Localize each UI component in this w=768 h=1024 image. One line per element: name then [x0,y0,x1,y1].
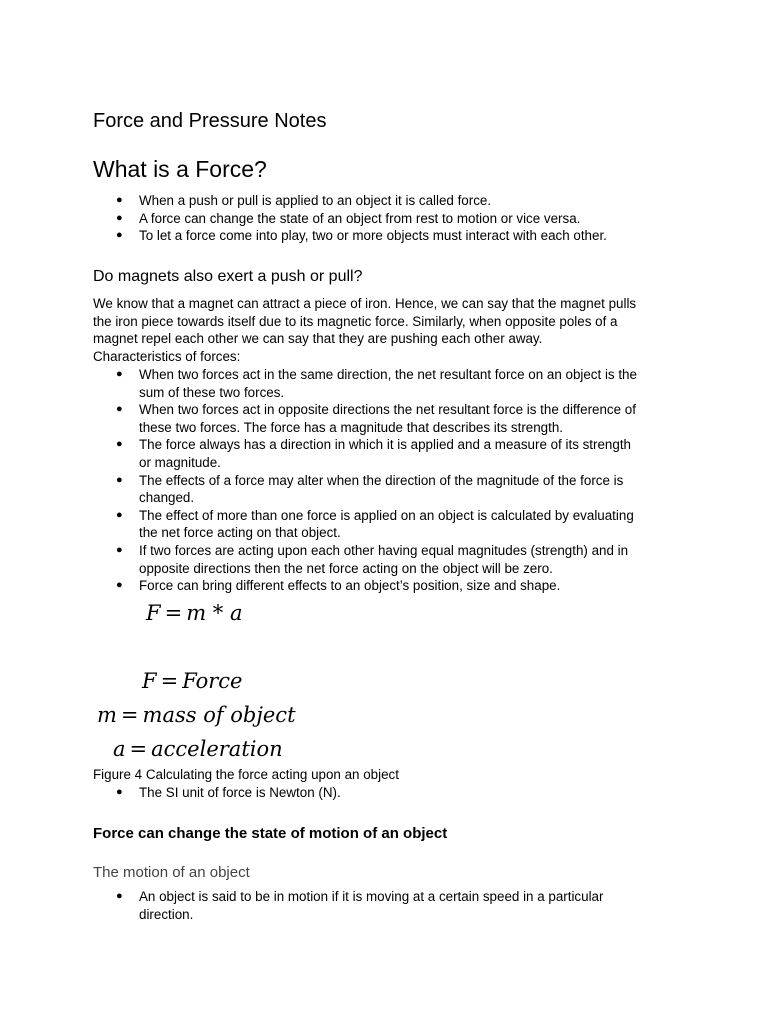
list-item-text: direction. [139,906,194,922]
bullet-icon: ● [116,508,123,521]
list-item-text: or magnitude. [139,454,221,470]
list-item-text: The effect of more than one force is applied on an object is calculated by evaluating [139,507,634,523]
paragraph-line: magnet repel each other we can say that they are pushing each other away. [93,331,543,347]
list-item [0,192,607,210]
definition-meaning: Force [182,669,243,693]
definition-equals: = [160,669,179,693]
list-item [0,401,637,436]
definition-equals: = [120,703,139,727]
motion-list [0,888,603,923]
bullet-icon: ● [116,543,123,556]
list-item-text: the net force acting on that object. [139,525,341,541]
list-item-text: The SI unit of force is Newton (N). [139,785,341,800]
paragraph-line: We know that a magnet can attract a piece of iron. Hence, we can say that the magnet pulls [93,296,637,311]
list-item-text: A force can change the state of an object from rest to motion or vice versa. [139,210,581,226]
list-item [0,366,637,401]
bullet-icon: ● [116,229,123,242]
list-item-text: To let a force come into play, two or more objects must interact with each other. [139,228,607,244]
bullet-icon: ● [116,786,123,798]
section-heading-magnets: Do magnets also exert a push or pull? [93,268,363,285]
list-item-text: When two forces act in the same direction, the net resultant force on an object is the [139,367,637,382]
formula-equals: = [164,601,183,625]
list-item-text: The effects of a force may alter when the direction of the magnitude of the force is [139,472,624,488]
figure-caption: Figure 4 Calculating the force acting upon an object [93,767,399,782]
bullet-icon: ● [116,579,123,592]
formula-lhs: F [146,601,161,625]
list-item-text: The force always has a direction in which it is applied and a measure of its strength [139,437,631,453]
list-item [0,888,603,923]
list-item-text: When two forces act in opposite directions the net resultant force is the difference of [139,402,636,418]
definition-equals: = [129,737,148,761]
list-item [0,210,607,228]
list-item-text: When a push or pull is applied to an object it is called force. [139,193,492,208]
paragraph-line: the iron piece towards itself due to its magnetic force. Similarly, when opposite poles of a [93,313,618,329]
characteristics-label: Characteristics of forces: [93,348,241,364]
document-title: Force and Pressure Notes [93,110,327,132]
definition-meaning: mass of object [142,703,296,727]
definition-acceleration [113,736,283,762]
definition-symbol: F [142,669,157,693]
force-formula [146,600,242,626]
definition-symbol: a [113,737,126,761]
list-item [0,577,637,595]
bullet-icon: ● [116,473,123,486]
list-item-text: these two forces. The force has a magnitude that describes its strength. [139,419,564,435]
definition-meaning: acceleration [151,737,283,761]
section-heading-what-is-force: What is a Force? [93,156,267,182]
definition-force [142,668,242,694]
list-item [0,227,607,245]
list-item-text: changed. [139,490,195,506]
magnets-paragraph [93,295,673,365]
bullet-icon: ● [116,368,123,380]
bullet-icon: ● [116,403,123,416]
bullet-icon: ● [116,438,123,451]
definition-mass [97,702,296,728]
list-item-text: If two forces are acting upon each other having equal magnitudes (strength) and in [139,542,629,558]
bullet-icon: ● [116,890,123,902]
list-item-text: opposite directions then the net force acting on the object will be zero. [139,560,553,576]
list-item [0,472,637,507]
list-item [0,542,637,577]
list-item [0,784,341,802]
section-heading-state-of-motion: Force can change the state of motion of an object [93,825,448,842]
what-is-force-list [0,192,607,245]
bullet-icon: ● [116,194,123,206]
si-unit-list [0,784,341,802]
list-item [0,436,637,471]
list-item-text: An object is said to be in motion if it is moving at a certain speed in a particular [139,889,604,904]
subheading-motion-of-object: The motion of an object [93,864,250,881]
list-item-text: Force can bring different effects to an object’s position, size and shape. [139,578,561,594]
definition-symbol: m [97,703,117,727]
formula-rhs: m * a [186,601,243,625]
bullet-icon: ● [116,211,123,224]
characteristics-list [0,366,637,595]
list-item [0,507,637,542]
list-item-text: sum of these two forces. [139,384,285,400]
